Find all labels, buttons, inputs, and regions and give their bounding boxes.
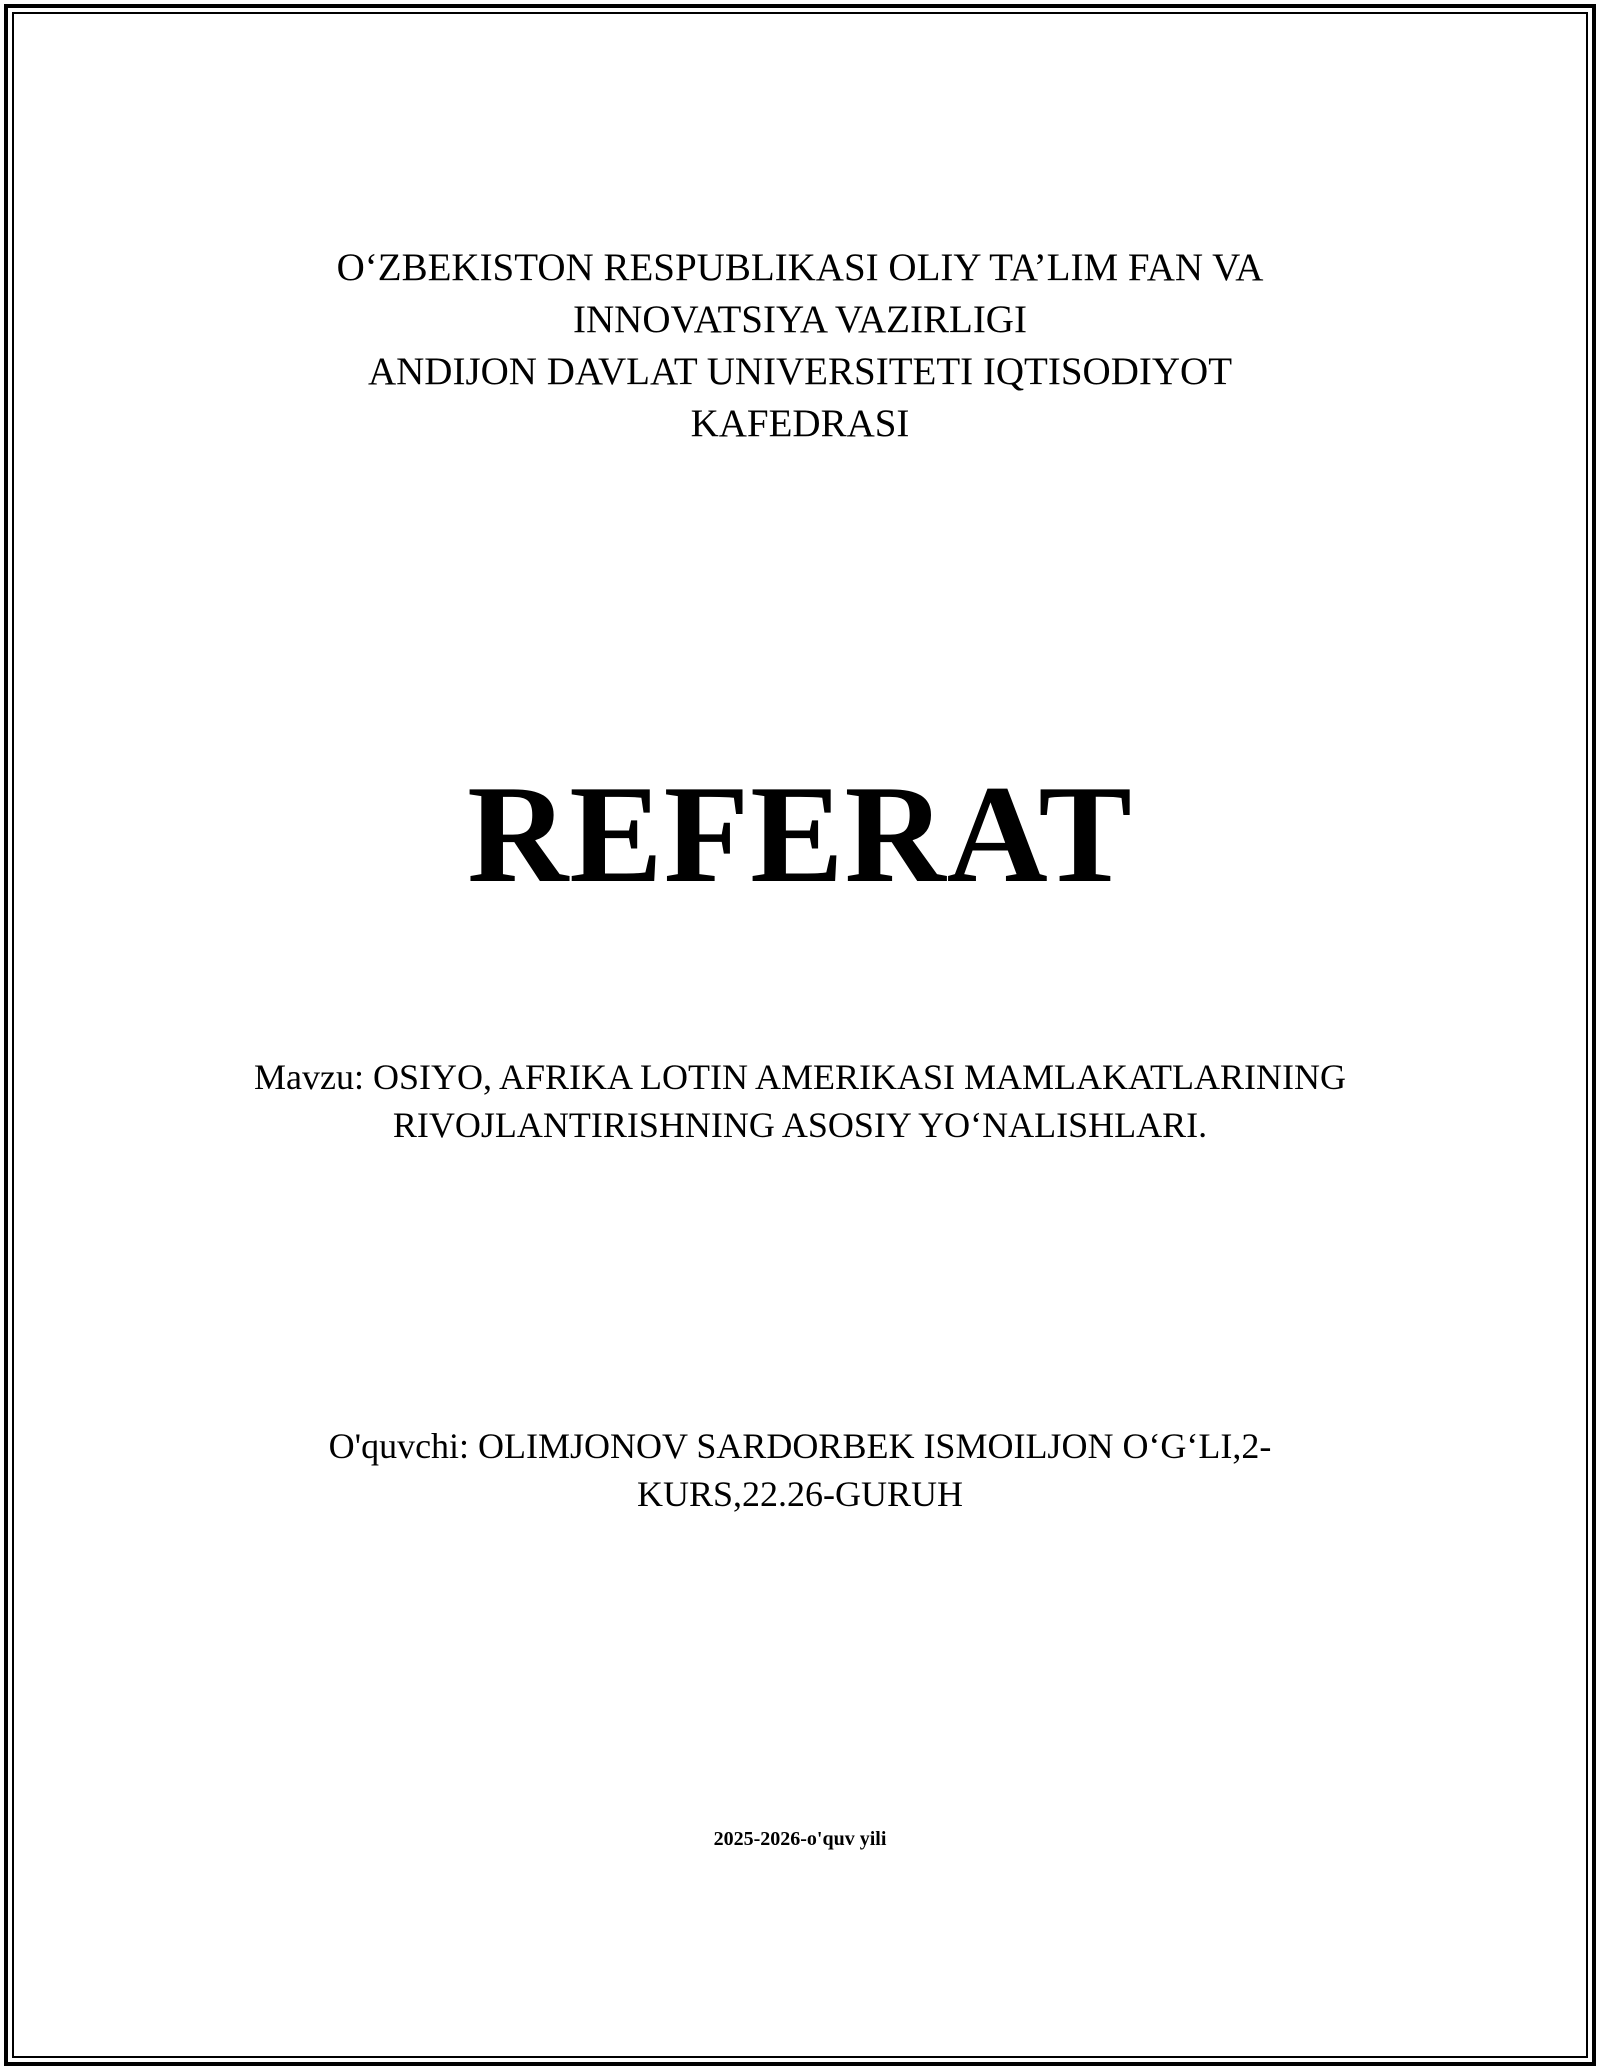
document-title: REFERAT: [467, 757, 1133, 912]
ministry-line-3: ANDIJON DAVLAT UNIVERSITETI IQTISODIYOT: [367, 350, 1233, 393]
topic-line-1: Mavzu: OSIYO, AFRIKA LOTIN AMERIKASI MAMLAKATLARINING: [254, 1057, 1346, 1097]
topic-line-2: RIVOJLANTIRISHNING ASOSIY YO‘NALISHLARI.: [392, 1105, 1208, 1145]
ministry-line-1: O‘ZBEKISTON RESPUBLIKASI OLIY TA’LIM FAN VA: [336, 246, 1264, 289]
ministry-line-2: INNOVATSIYA VAZIRLIGI: [573, 298, 1027, 341]
academic-year: 2025-2026-o'quv yili: [713, 1828, 887, 1850]
student-block: [0, 1422, 1600, 1518]
ministry-line-4: KAFEDRASI: [690, 402, 910, 445]
ministry-header: [0, 242, 1600, 450]
topic-block: [0, 1053, 1600, 1149]
student-line-2: KURS,22.26-GURUH: [636, 1474, 964, 1514]
student-line-1: O'quvchi: OLIMJONOV SARDORBEK ISMOILJON O‘G‘LI,2-: [328, 1426, 1272, 1466]
